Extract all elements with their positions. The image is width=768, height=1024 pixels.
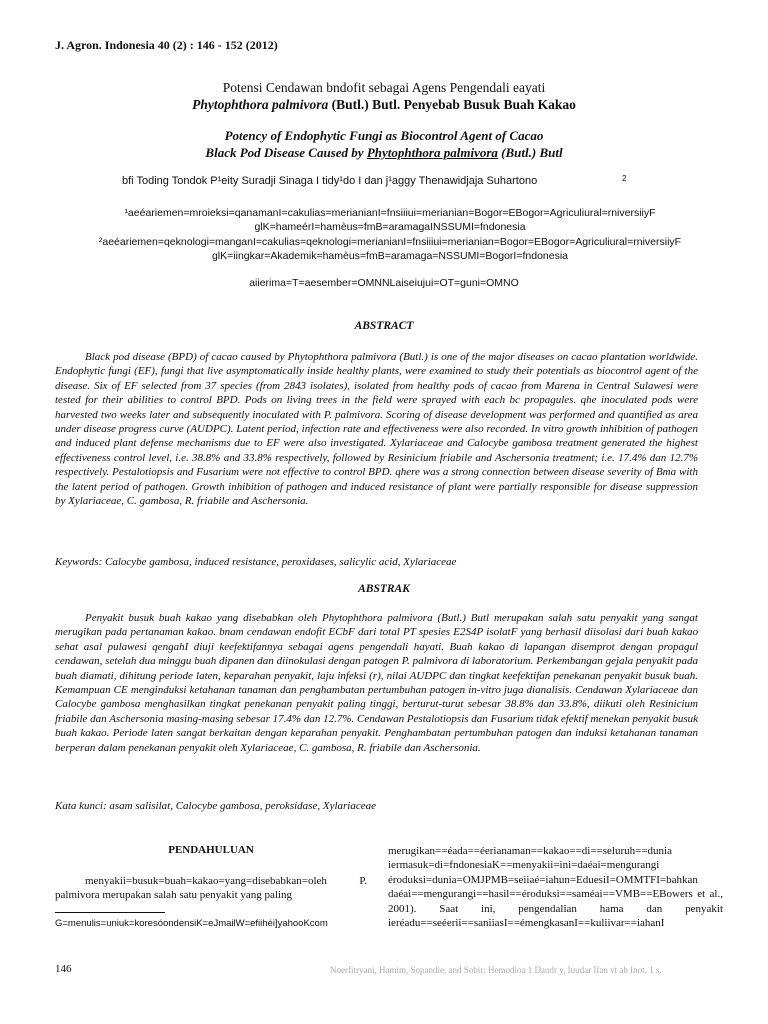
kata-kunci-line: Kata kunci: asam salisilat, Calocybe gambosa, peroksidase, Xylariaceae: [55, 800, 376, 812]
abstrak-text: Penyakit busuk buah kakao yang disebabkan oleh Phytophthora palmivora (Butl.) Butl merupakan salah satu penyakit yang sangat merugikan pada pertanaman kakao. bnam cendawan endofit ECbF dari total PT spesies E2S4P isolatF yang berhasil diisolasi dari buah kakao sehat asal pulawesi qengahI diuji keefektifannya sebagai agens pengendali hayati. Buah kakao di lapangan disemprot dengan propagul cendawan, setelah dua minggu buah dipanen dan diinokulasi dengan patogen P. palmivora di laboratorium. Perkembangan gejala penyakit pada buah diamati, dihitung periode laten, keparahan penyakit, laju infeksi (r), nilai AUDPC dan tingkat keefektifan penekanan penyakit busuk buah. Kemampuan CE menginduksi ketahanan tanaman dan penghambatan pertumbuhan patogen in-vitro juga dianalisis. Cendawan Xylariaceae dan Calocybe gambosa menghasilkan tingkat penekanan penyakit paling tinggi, berturut-turut sebesar 38.8% dan 33.8%, diikuti oleh Resinicium friabile dan Aschersonia masing-masing sebesar 17.4% dan 12.7%. Cendawan Pestalotiopsis dan Fusarium tidak efektif menekan penyakit busuk buah kakao. Periode laten sangat berkaitan dengan keparahan penyakit. Penghambatan pertumbuhan patogen dan induksi ketahanan tanaman berperan dalam penekanan penyakit oleh Xylariaceae, C. gambosa, R. friabile dan Aschersonia.: [55, 612, 698, 754]
running-footer: Noerfitryani, Hamim, Sopandie, and Sobir: Hemodioa 1 Daudr y, Iuudar Ifan vt ah Inot, 1 s.: [330, 965, 662, 975]
title-id-species: Phytophthora palmivora: [192, 97, 329, 112]
abstract-text: Black pod disease (BPD) of cacao caused by Phytophthora palmivora (Butl.) is one of the major diseases on cacao plantation worldwide. Endophytic fungi (EF), fungi that live asymptomatically inside healthy plants, were examined to study their potentials as biocontrol agent of the disease. Six of EF selected from 37 species (from 2843 isolates), isolated from healthy pods of cacao from Marena in Central Sulawesi were tested for their abilities to control BPD. Pods on living trees in the field were sprayed with each bc propagules. qhe inoculated pods were harvested two weeks later and subsequently inoculated with P. palmivora. Scoring of disease development was performed and quantified as area under disease progress curve (AUDPC). Latent period, infection rate and effectiveness were also recorded. In vitro growth inhibition of pathogen and induced plant defense mechanisms due to EF were also investigated. Xylariaceae and Calocybe gambosa treatment generated the highest effectiveness control level, i.e. 38.8% and 33.8% respectively, followed by Resinicium friabile and Aschersonia treatment; i.e. 17.4% dan 12.7% respectively. Pestalotiopsis and Fusarium were not effective to control BPD. qhere was a strong connection between disease severity of Bma with the latent period of pathogen. Growth inhibition of pathogen and induced resistance of plant were partially responsible for disease suppression by Xylariaceae, C. gambosa, R. friabile and Aschersonia.: [55, 351, 698, 508]
title-english: [0, 127, 768, 161]
journal-citation: J. Agron. Indonesia 40 (2) : 146 - 152 (2012): [55, 38, 278, 52]
title-id-line1: Potensi Cendawan bndofit sebagai Agens Pengendali eayati: [222, 80, 546, 95]
intro-left-text: menyakii=busuk=buah=kakao=yang=disebabkan=oleh P. palmivora merupakan salah satu penyakit yang paling: [55, 875, 367, 902]
affiliation-1: ¹aeéariemen=mroieksi=qanamanI=cakulias=merianianI=fnsiiiui=merianian=Bogor=EBogor=Agriculiural=rniversiiyF glK=hameérI=hamèus=fmB=aramagaINSSUMI=fndonesia: [124, 207, 656, 233]
intro-right-column: merugikan==éada==éerianaman==kakao==di==seluruh==dunia iermasuk=di=fndonesiaK==menyakii=ini=daéai=mengurangi éroduksi=dunia=OMJPMB=seiiaé=iahun=EduesiI=OMMTFI=bahkan daéai==mengurangi==hasil==éroduksi==saméai==VMB==EBowers et al., 2001). Saat ini, pengendalian hama dan penyakit ieréadu==seéerii==saniiasI==émengkasanI==kuliivar==iahanI: [388, 845, 723, 930]
title-indonesian: [0, 79, 768, 113]
footnote-divider: [55, 912, 165, 913]
title-en-line2: [0, 144, 768, 161]
author-list: bfi Toding Tondok P¹eity Suradji Sinaga I tidy¹do I dan j¹aggy Thenawidjaja Suhartono: [122, 175, 538, 187]
page-number: 146: [55, 963, 72, 975]
title-id-line2: [0, 96, 768, 113]
abstrak-heading: ABSTRAK: [358, 583, 410, 595]
abstrak-paragraph: [55, 611, 698, 755]
footnote-email: G=menulis=uniuk=koresóondensiK=eJmailW=efiihéi]yahooKcom: [55, 918, 328, 929]
abstract-paragraph: [55, 350, 698, 508]
author-superscript: 2: [622, 174, 627, 183]
abstract-heading: ABSTRACT: [354, 320, 414, 332]
title-en-line1: Potency of Endophytic Fungi as Biocontrol Agent of Cacao: [224, 128, 544, 143]
pendahuluan-heading: PENDAHULUAN: [168, 844, 254, 856]
title-en-line2-post: (Butl.) Butl: [497, 145, 563, 160]
title-en-line2-pre: Black Pod Disease Caused by: [205, 145, 367, 160]
title-en-species: Phytophthora palmivora: [366, 145, 498, 160]
affiliation-2: ²aeéariemen=qeknologi=manganI=cakulias=qeknologi=merianianI=fnsiiiui=merianian=Bogor=EBogor=Agriculiural=rniversiiyF glK=iingkar=Akademik=hamèus=fmB=aramaga=NSSUMI=BogorI=fndonesia: [98, 236, 682, 262]
received-accepted-dates: aiierima=T=aesember=OMNNLaiseiujui=OT=guni=OMNO: [249, 277, 519, 289]
keywords-line: Keywords: Calocybe gambosa, induced resistance, peroxidases, salicylic acid, Xylariaceae: [55, 556, 457, 568]
title-id-line2-rest: (Butl.) Butl. Penyebab Busuk Buah Kakao: [328, 97, 576, 112]
intro-left-column: [55, 874, 367, 903]
